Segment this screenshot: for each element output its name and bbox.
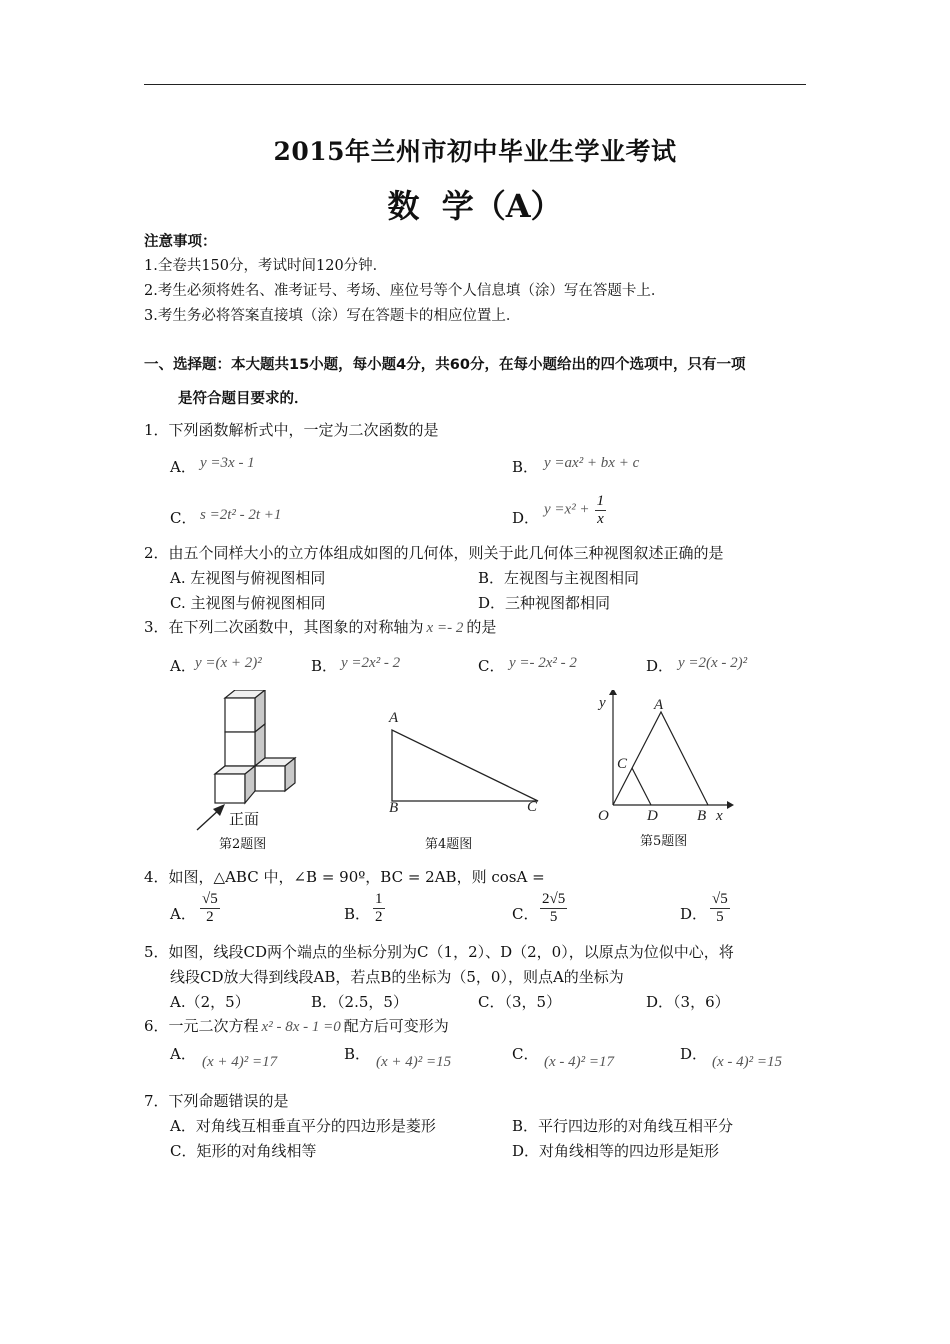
q1-option-b: y =ax² + bx + c [544, 455, 640, 471]
q5-option-d: D．（3，6） [646, 993, 730, 1011]
q5-stem-line-2: 线段CD放大得到线段AB，若点B的坐标为（5，0），则点A的坐标为 [170, 968, 624, 986]
q4-option-d-label: D． [680, 905, 708, 923]
q2-option-d: D．三种视图都相同 [478, 594, 611, 612]
figure-4-triangle [380, 700, 550, 820]
top-rule [144, 84, 806, 85]
q1-option-d-numerator: 1 [596, 493, 605, 509]
exam-title: 2015年兰州市初中毕业生学业考试 [273, 137, 677, 166]
q4-option-a-fraction [200, 891, 220, 925]
q5-stem-line-1: 5．如图，线段CD两个端点的坐标分别为C（1，2）、D（2，0），以原点为位似中心，将 [144, 943, 734, 961]
q4-option-d-fraction [710, 891, 730, 925]
q6-option-d-label: D． [680, 1045, 708, 1063]
figure-5-label-c: C [617, 756, 628, 772]
figure-5-label-x: x [716, 808, 723, 824]
q3-option-c: y =- 2x² - 2 [509, 655, 577, 671]
q1-stem: 1．下列函数解析式中，一定为二次函数的是 [144, 421, 439, 439]
q3-stem-end: 的是 [466, 618, 497, 636]
q4-stem: 4．如图，△ABC 中，∠B = 90º，BC = 2AB，则 cosA = [144, 868, 545, 886]
q7-option-d: D．对角线相等的四边形是矩形 [512, 1142, 720, 1160]
q1-option-b-label: B． [512, 458, 539, 476]
q4-option-b-fraction [373, 891, 385, 925]
q7-option-b: B．平行四边形的对角线互相平分 [512, 1117, 734, 1135]
q5-option-c: C．（3，5） [478, 993, 562, 1011]
q3-stem [144, 616, 496, 637]
figure-2-caption: 第2题图 [219, 837, 267, 852]
q6-stem-text: 6．一元二次方程 [144, 1017, 259, 1035]
note-3: 3.考生务必将答案直接填（涂）写在答题卡的相应位置上． [144, 308, 521, 324]
q1-option-d-expr: y =x² + [544, 501, 590, 518]
q1-option-a: y =3x - 1 [200, 455, 255, 471]
figure-5-coordinate-diagram [595, 690, 735, 825]
note-2: 2.考生必须将姓名、准考证号、考场、座位号等个人信息填（涂）写在答题卡上． [144, 283, 666, 299]
q1-option-c: s =2t² - 2t +1 [200, 507, 282, 523]
q4-option-d-denominator: 5 [716, 908, 724, 925]
q6-option-d: (x - 4)² =15 [712, 1054, 783, 1070]
q6-stem [144, 1015, 449, 1036]
q4-option-d [710, 891, 730, 925]
q2-option-a: A. 左视图与俯视图相同 [170, 569, 326, 587]
q1-option-d-denominator: x [597, 510, 604, 527]
q3-option-b: y =2x² - 2 [341, 655, 401, 671]
figure-4-caption: 第4题图 [425, 837, 473, 852]
exam-subject: 数 学（A） [387, 187, 563, 225]
figure-5-label-o: O [598, 808, 609, 824]
q4-option-a-denominator: 2 [206, 908, 214, 925]
q4-option-b-numerator: 1 [375, 891, 383, 907]
q1-option-d [544, 493, 606, 527]
q3-option-a-label: A． [170, 657, 196, 675]
q5-option-b: B．（2.5，5） [311, 993, 408, 1011]
q1-option-d-label: D． [512, 509, 540, 527]
figure-2-front-label: 正面 [229, 810, 260, 828]
q4-option-a [200, 891, 220, 925]
q3-option-a: y =(x + 2)² [195, 655, 262, 671]
q3-stem-text: 3．在下列二次函数中，其图象的对称轴为 [144, 618, 424, 636]
section-1-line-1: 一、选择题：本大题共15小题，每小题4分，共60分，在每小题给出的四个选项中，只有一项 [144, 357, 746, 373]
q6-stem-end: 配方后可变形为 [343, 1017, 449, 1035]
q4-option-c-denominator: 5 [549, 908, 558, 925]
q4-option-d-numerator: √5 [712, 891, 728, 907]
figure-5-label-d: D [647, 808, 658, 824]
q3-stem-math: x =- 2 [426, 620, 464, 636]
q7-option-c: C．矩形的对角线相等 [170, 1142, 317, 1160]
section-1-line-2: 是符合题目要求的． [178, 391, 309, 407]
figure-5-caption: 第5题图 [640, 834, 688, 849]
note-1: 1.全卷共150分，考试时间120分钟． [144, 258, 388, 274]
q4-option-b-denominator: 2 [375, 908, 383, 925]
figure-4-label-a: A [389, 710, 399, 726]
figure-5-label-y: y [599, 695, 606, 711]
figure-5-label-a: A [654, 697, 664, 713]
q6-option-b-label: B． [344, 1045, 371, 1063]
q4-option-a-label: A． [170, 905, 196, 923]
q6-stem-math: x² - 8x - 1 =0 [261, 1019, 341, 1035]
q3-option-c-label: C． [478, 657, 505, 675]
q4-option-b [373, 891, 385, 925]
q3-option-d: y =2(x - 2)² [678, 655, 748, 671]
q1-option-a-label: A． [170, 458, 196, 476]
q3-option-b-label: B． [311, 657, 338, 675]
q2-option-b: B．左视图与主视图相同 [478, 569, 640, 587]
q4-option-c-fraction [540, 891, 567, 925]
q1-option-c-label: C． [170, 509, 197, 527]
figure-5-label-b: B [697, 808, 707, 824]
q4-option-b-label: B． [344, 905, 371, 923]
q2-option-c: C. 主视图与俯视图相同 [170, 594, 326, 612]
figure-4-label-b: B [389, 800, 399, 816]
q2-stem: 2．由五个同样大小的立方体组成如图的几何体，则关于此几何体三种视图叙述正确的是 [144, 544, 724, 562]
notes-heading: 注意事项： [144, 234, 217, 250]
q4-option-c-numerator: 2√5 [542, 891, 566, 907]
q3-option-d-label: D． [646, 657, 674, 675]
q6-option-a-label: A． [170, 1045, 196, 1063]
q7-stem: 7．下列命题错误的是 [144, 1092, 289, 1110]
q6-option-b: (x + 4)² =15 [376, 1054, 452, 1070]
q6-option-c: (x - 4)² =17 [544, 1054, 615, 1070]
q6-option-c-label: C． [512, 1045, 539, 1063]
q4-option-c [540, 891, 567, 925]
q6-option-a: (x + 4)² =17 [202, 1054, 278, 1070]
q1-option-d-fraction [595, 493, 607, 527]
figure-4-label-c: C [527, 799, 538, 815]
q4-option-c-label: C． [512, 905, 539, 923]
q7-option-a: A．对角线互相垂直平分的四边形是菱形 [170, 1117, 436, 1135]
q4-option-a-numerator: √5 [202, 891, 218, 907]
q5-option-a: A.（2，5） [170, 993, 250, 1011]
